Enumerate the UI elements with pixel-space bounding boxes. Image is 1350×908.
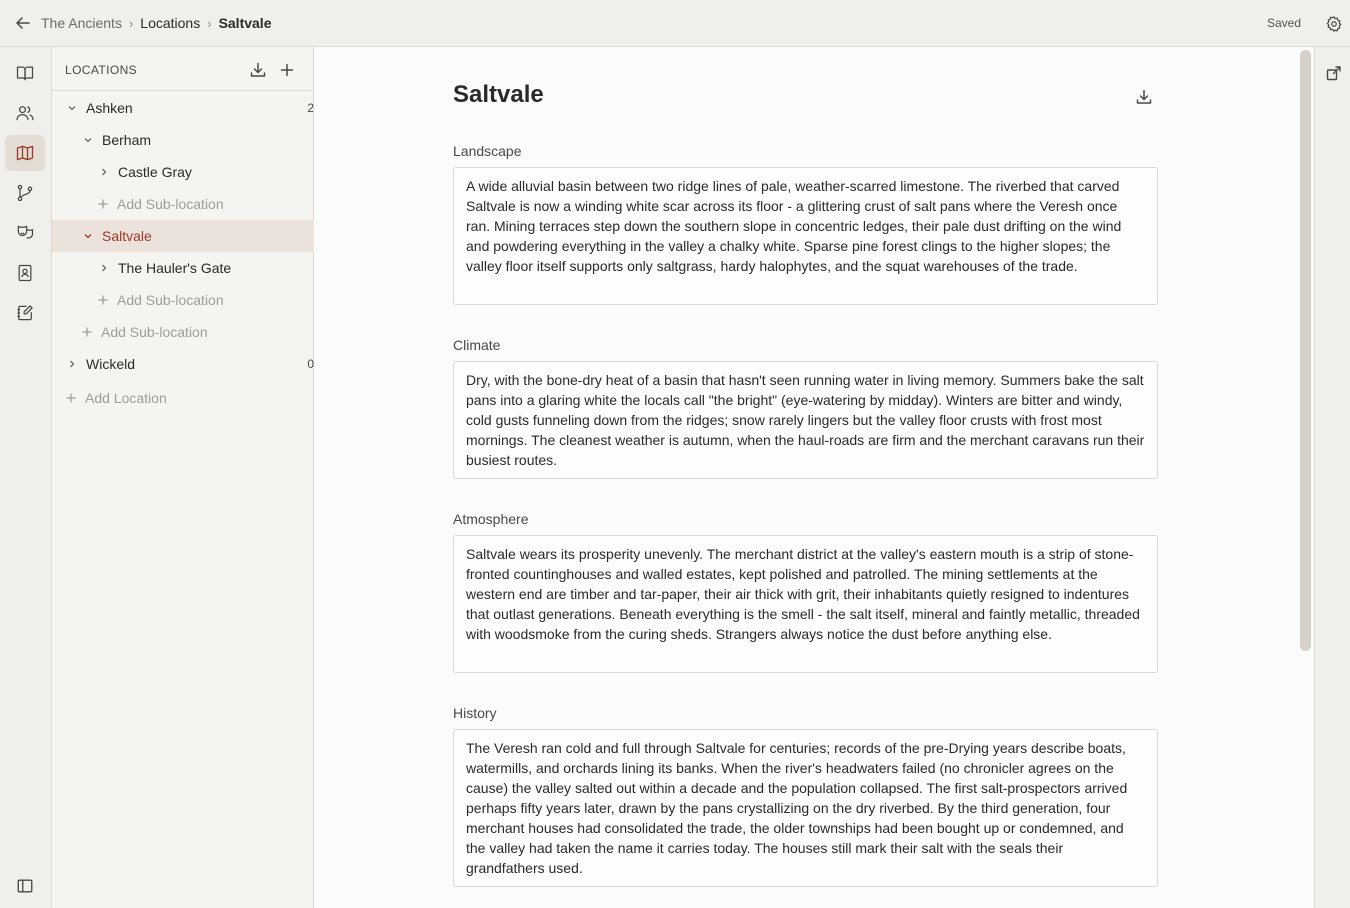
climate-field[interactable]: Dry, with the bone-dry heat of a basin that hasn't seen running water in living memory. Summers bake the salt pans into a glaring white the locals call "the bright" (eye-watering by midday). Winters are bitter and windy, cold gusts funneling down from the ridges; snow rarely lingers but the valley floor crusts with frost most mornings. The cleanest weather is autumn, when the haul-roads are firm and the merchant caravans run their busiest routes. bbox=[453, 361, 1158, 479]
breadcrumb-item-current: Saltvale bbox=[218, 15, 272, 31]
tree-item-label: Wickeld bbox=[86, 356, 136, 372]
plus-icon bbox=[66, 393, 76, 403]
tree-item-berham[interactable] bbox=[52, 124, 343, 156]
locations-sidebar bbox=[52, 47, 314, 908]
top-bar bbox=[0, 0, 1350, 47]
right-rail bbox=[1314, 47, 1350, 908]
chevron-right-icon[interactable] bbox=[98, 166, 110, 178]
chevron-right-icon: › bbox=[128, 15, 134, 31]
rail-notes-button[interactable] bbox=[5, 295, 45, 331]
plus-icon bbox=[98, 295, 108, 305]
rail-contacts-button[interactable] bbox=[5, 255, 45, 291]
tree-item-wickeld[interactable] bbox=[52, 348, 327, 380]
landscape-field[interactable]: A wide alluvial basin between two ridge lines of pale, weather-scarred limestone. The riverbed that carved Saltvale is now a winding white scar across its floor - a glittering crust of salt pans where the Veresh once ran. Mining terraces step down the southern slope in concentric ledges, their pale dust drifting on the wind and powdering everything in the valley a chalky white. Sparse pine forest clings to the higher slopes; the valley floor itself supports only saltgrass, hardy halophytes, and the squat warehouses of the trade. bbox=[453, 167, 1158, 305]
chevron-down-icon[interactable] bbox=[82, 134, 94, 146]
characters-icon bbox=[15, 103, 35, 123]
rail-map-button[interactable] bbox=[5, 135, 45, 171]
add-sub-location-label: Add Sub-location bbox=[101, 324, 208, 340]
plus-icon bbox=[98, 199, 108, 209]
sidebar-toggle-button[interactable] bbox=[5, 868, 45, 904]
theater-icon bbox=[15, 223, 35, 243]
tree-item-label: Berham bbox=[102, 132, 152, 148]
contacts-book-icon bbox=[15, 263, 35, 283]
add-location-label: Add Location bbox=[85, 390, 167, 406]
chevron-right-icon[interactable] bbox=[98, 262, 110, 274]
add-sub-location-button[interactable] bbox=[52, 188, 359, 220]
tree-item-ashken[interactable] bbox=[52, 92, 327, 124]
tree-item-count: 2 bbox=[307, 101, 314, 115]
tree-item-the-haulers-gate[interactable] bbox=[52, 252, 359, 284]
chevron-right-icon: › bbox=[207, 15, 212, 31]
gear-icon[interactable] bbox=[1325, 15, 1343, 33]
tree-item-castle-gray[interactable] bbox=[52, 156, 359, 188]
scrollbar-thumb[interactable] bbox=[1300, 50, 1311, 651]
rail-characters-button[interactable] bbox=[5, 95, 45, 131]
download-icon[interactable] bbox=[249, 61, 267, 79]
main-editor bbox=[314, 47, 1314, 908]
add-sub-location-label: Add Sub-location bbox=[117, 292, 224, 308]
tree-item-label: Castle Gray bbox=[118, 164, 192, 180]
map-icon bbox=[15, 143, 35, 163]
tree-item-count: 0 bbox=[307, 357, 314, 371]
tree-item-label: Saltvale bbox=[102, 228, 152, 244]
plus-icon bbox=[82, 327, 92, 337]
book-icon bbox=[15, 63, 35, 83]
landscape-label: Landscape bbox=[453, 143, 522, 159]
breadcrumb-item-locations[interactable]: Locations bbox=[140, 15, 201, 31]
rail-plot-button[interactable] bbox=[5, 175, 45, 211]
breadcrumb-item-the-ancients[interactable]: The Ancients bbox=[41, 15, 122, 31]
history-field[interactable]: The Veresh ran cold and full through Saltvale for centuries; records of the pre-Drying years describe boats, watermills, and orchards lining its banks. When the river's headwaters failed (no chronicler agrees on the cause) the valley salted out within a decade and the population collapsed. The first salt-prospectors arrived perhaps fifty years later, drawn by the pans crystallizing on the dry riverbed. By the third generation, four merchant houses had consolidated the trade, the older townships had been bought up or condemned, and the valley had taken the name it carries today. The houses still mark their salt with the seals their grandfathers used. bbox=[453, 729, 1158, 887]
notebook-pen-icon bbox=[15, 303, 35, 323]
icon-rail bbox=[0, 47, 52, 908]
tree-item-label: The Hauler's Gate bbox=[118, 260, 232, 276]
climate-label: Climate bbox=[453, 337, 501, 353]
tree-item-saltvale[interactable] bbox=[52, 220, 343, 252]
chevron-right-icon[interactable] bbox=[66, 358, 78, 370]
sidebar-title: LOCATIONS bbox=[65, 63, 138, 77]
sidebar-toggle-icon bbox=[16, 877, 34, 895]
panel-share-icon[interactable] bbox=[1325, 64, 1343, 82]
saved-status: Saved bbox=[1267, 16, 1302, 30]
back-arrow-icon[interactable] bbox=[14, 14, 32, 32]
atmosphere-label: Atmosphere bbox=[453, 511, 529, 527]
add-location-button[interactable] bbox=[52, 382, 327, 414]
breadcrumb bbox=[41, 15, 272, 31]
sidebar-header bbox=[52, 47, 313, 91]
add-sub-location-button[interactable] bbox=[52, 316, 343, 348]
branch-icon bbox=[15, 183, 35, 203]
atmosphere-field[interactable]: Saltvale wears its prosperity unevenly. The merchant district at the valley's eastern mouth is a strip of stone-fronted countinghouses and walled estates, kept polished and patrolled. The mining settlements at the western end are timber and tar-paper, their air thick with grit, their inhabitants quietly resigned to indentures that outlast generations. Beneath everything is the smell - the salt itself, mineral and faintly metallic, threaded with woodsmoke from the curing sheds. Strangers always notice the dust before anything else. bbox=[453, 535, 1158, 673]
add-sub-location-label: Add Sub-location bbox=[117, 196, 224, 212]
rail-scenes-button[interactable] bbox=[5, 215, 45, 251]
chevron-down-icon[interactable] bbox=[66, 102, 78, 114]
add-sub-location-button[interactable] bbox=[52, 284, 359, 316]
plus-icon[interactable] bbox=[278, 61, 296, 79]
rail-book-button[interactable] bbox=[5, 55, 45, 91]
history-label: History bbox=[453, 705, 497, 721]
chevron-down-icon[interactable] bbox=[82, 230, 94, 242]
download-icon[interactable] bbox=[1135, 88, 1153, 106]
page-title[interactable]: Saltvale bbox=[453, 81, 544, 108]
tree-item-label: Ashken bbox=[86, 100, 133, 116]
